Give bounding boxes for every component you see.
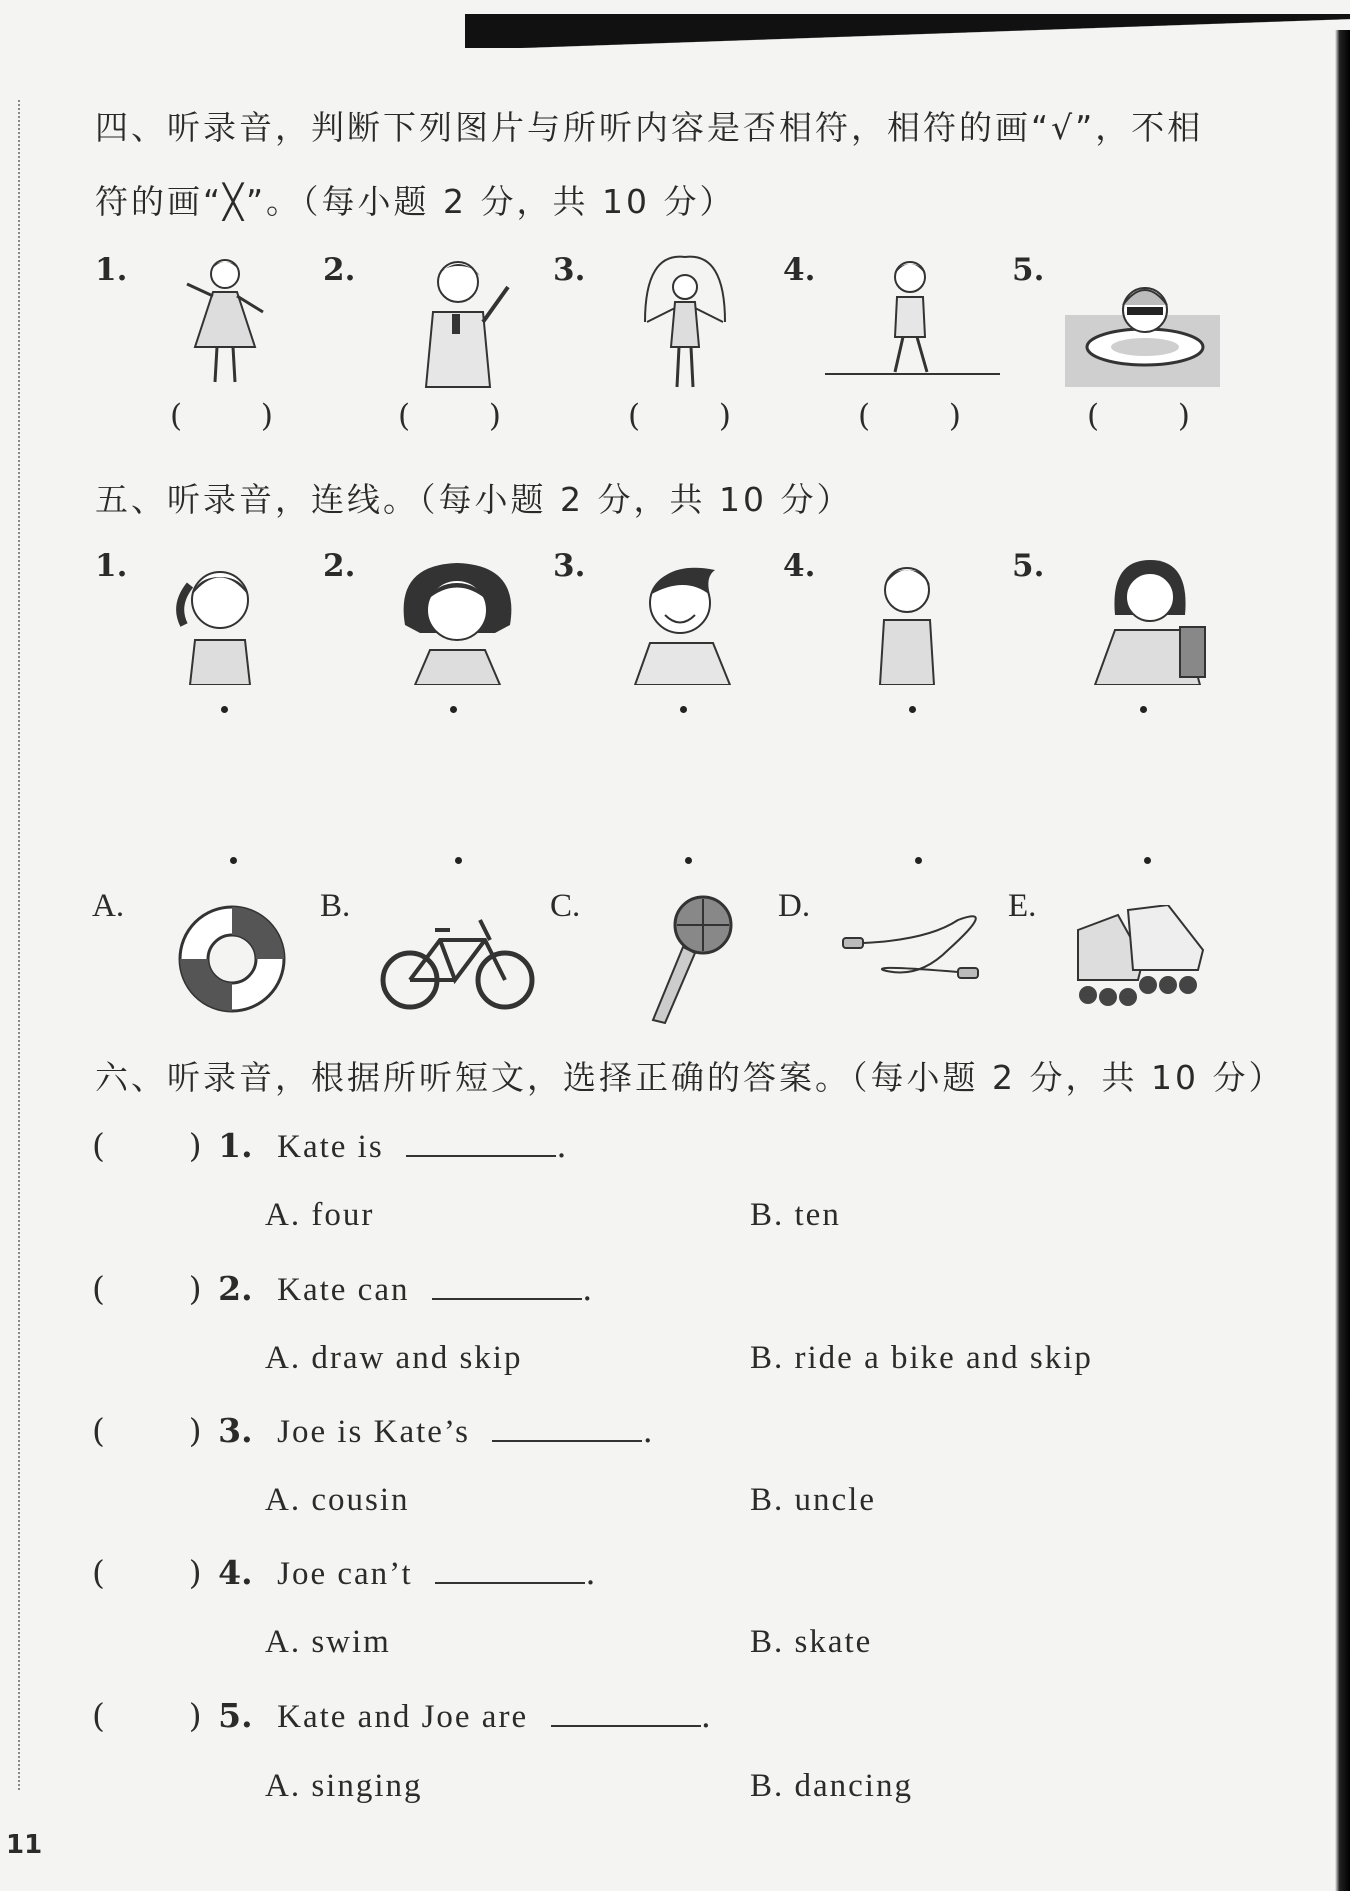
boy-singing-icon xyxy=(408,252,518,392)
roller-skates-icon xyxy=(1068,905,1213,1010)
woman-backpack-icon xyxy=(1075,555,1215,685)
page-edge-shadow-right xyxy=(1335,30,1350,1891)
s6-q5-number: 5. xyxy=(218,1696,253,1735)
s5-objectE-dot[interactable] xyxy=(1144,857,1151,864)
s5-objectC-dot[interactable] xyxy=(685,857,692,864)
girl-walking-icon xyxy=(825,252,1000,382)
s5-objectB-dot[interactable] xyxy=(455,857,462,864)
s5-objectC-letter: C. xyxy=(550,888,581,924)
s6-q4-option-a: A. swim xyxy=(265,1624,391,1660)
s6-q4-blank xyxy=(435,1552,585,1584)
s6-q5-blank xyxy=(551,1695,701,1727)
s6-q2-blank xyxy=(432,1268,582,1300)
s6-q5-answer-paren[interactable]: ( ) xyxy=(92,1696,202,1735)
swim-ring-icon xyxy=(175,902,290,1017)
s6-q4-end: . xyxy=(585,1553,596,1592)
s5-person3-number: 3. xyxy=(553,548,586,584)
s5-person1-number: 1. xyxy=(95,548,128,584)
s5-person5-number: 5. xyxy=(1012,548,1045,584)
s5-objectA-dot[interactable] xyxy=(230,857,237,864)
girl-ponytail-icon xyxy=(170,555,270,685)
s5-person5-dot[interactable] xyxy=(1140,706,1147,713)
s6-q1-number: 1. xyxy=(218,1126,253,1165)
bicycle-icon xyxy=(380,905,535,1015)
s6-q1-blank xyxy=(406,1125,556,1157)
s6-q3-option-b: B. uncle xyxy=(750,1482,876,1518)
s6-q4-option-b: B. skate xyxy=(750,1624,873,1660)
s5-objectB-letter: B. xyxy=(320,888,351,924)
s6-q1-option-b: B. ten xyxy=(750,1197,841,1233)
s6-q4-text: Joe can’t xyxy=(277,1556,413,1592)
boy-smiling-icon xyxy=(625,555,740,685)
section4-title-line1: 四、听录音，判断下列图片与所听内容是否相符，相符的画“√”，不相 xyxy=(95,108,1204,147)
s6-q3-end: . xyxy=(642,1411,653,1450)
s4-item5-answer-paren[interactable]: ( ) xyxy=(1087,398,1191,434)
s4-item3-number: 3. xyxy=(553,252,586,288)
s5-person2-number: 2. xyxy=(323,548,356,584)
page-number: 11 xyxy=(6,1830,43,1860)
s5-objectD-dot[interactable] xyxy=(915,857,922,864)
s4-item4-number: 4. xyxy=(783,252,816,288)
s6-q1-answer-paren[interactable]: ( ) xyxy=(92,1126,202,1165)
s6-q2-answer-paren[interactable]: ( ) xyxy=(92,1269,202,1308)
s5-objectD-letter: D. xyxy=(778,888,811,924)
s5-person3-dot[interactable] xyxy=(680,706,687,713)
section6-title: 六、听录音，根据所听短文，选择正确的答案。（每小题 2 分，共 10 分） xyxy=(95,1058,1285,1097)
s4-item4-answer-paren[interactable]: ( ) xyxy=(858,398,962,434)
girl-dancing-icon xyxy=(175,252,275,392)
s6-q3-option-a: A. cousin xyxy=(265,1482,410,1518)
s6-q1-text: Kate is xyxy=(277,1129,384,1165)
s4-item3-answer-paren[interactable]: ( ) xyxy=(628,398,732,434)
girl-bob-hair-icon xyxy=(385,555,530,685)
s5-person4-dot[interactable] xyxy=(909,706,916,713)
page-edge-shadow-top xyxy=(465,14,1350,48)
s6-q4-number: 4. xyxy=(218,1553,253,1592)
s6-q2-end: . xyxy=(581,1269,593,1308)
s6-q5-text: Kate and Joe are xyxy=(277,1699,529,1735)
s6-q3-answer-paren[interactable]: ( ) xyxy=(92,1411,202,1450)
s4-item5-number: 5. xyxy=(1012,252,1045,288)
s4-item2-answer-paren[interactable]: ( ) xyxy=(398,398,502,434)
microphone-icon xyxy=(645,895,735,1025)
s6-question2 xyxy=(92,1268,592,1309)
s6-q1-option-a: A. four xyxy=(265,1197,375,1233)
s6-q2-text: Kate can xyxy=(277,1272,410,1308)
s6-question3 xyxy=(92,1410,653,1451)
s6-q3-blank xyxy=(492,1410,642,1442)
s6-q1-end: . xyxy=(556,1126,567,1165)
binding-dotted-line xyxy=(18,100,20,1790)
s6-q5-option-b: B. dancing xyxy=(750,1768,913,1804)
s5-person4-number: 4. xyxy=(783,548,816,584)
boy-standing-icon xyxy=(870,555,945,685)
s6-q3-number: 3. xyxy=(218,1411,253,1450)
s6-q5-option-a: A. singing xyxy=(265,1768,423,1804)
girl-skipping-rope-icon xyxy=(635,252,735,397)
s6-question4 xyxy=(92,1552,596,1593)
s6-question1 xyxy=(92,1125,567,1166)
s6-question5 xyxy=(92,1695,711,1736)
s6-q2-number: 2. xyxy=(218,1269,253,1308)
boy-swimming-icon xyxy=(1065,275,1220,387)
s6-q5-end: . xyxy=(700,1696,712,1735)
s4-item1-number: 1. xyxy=(95,252,128,288)
s6-q2-option-a: A. draw and skip xyxy=(265,1340,523,1376)
s4-item2-number: 2. xyxy=(323,252,356,288)
s5-objectE-letter: E. xyxy=(1008,888,1037,924)
jump-rope-icon xyxy=(838,910,998,980)
s6-q4-answer-paren[interactable]: ( ) xyxy=(92,1553,202,1592)
s6-q2-option-b: B. ride a bike and skip xyxy=(750,1340,1093,1376)
s4-item1-answer-paren[interactable]: ( ) xyxy=(170,398,274,434)
s6-q3-text: Joe is Kate’s xyxy=(277,1414,470,1450)
section5-title: 五、听录音，连线。（每小题 2 分，共 10 分） xyxy=(95,480,853,519)
s5-objectA-letter: A. xyxy=(92,888,125,924)
section4-title-line2: 符的画“╳”。（每小题 2 分，共 10 分） xyxy=(95,182,736,221)
s5-person1-dot[interactable] xyxy=(221,706,228,713)
s5-person2-dot[interactable] xyxy=(450,706,457,713)
